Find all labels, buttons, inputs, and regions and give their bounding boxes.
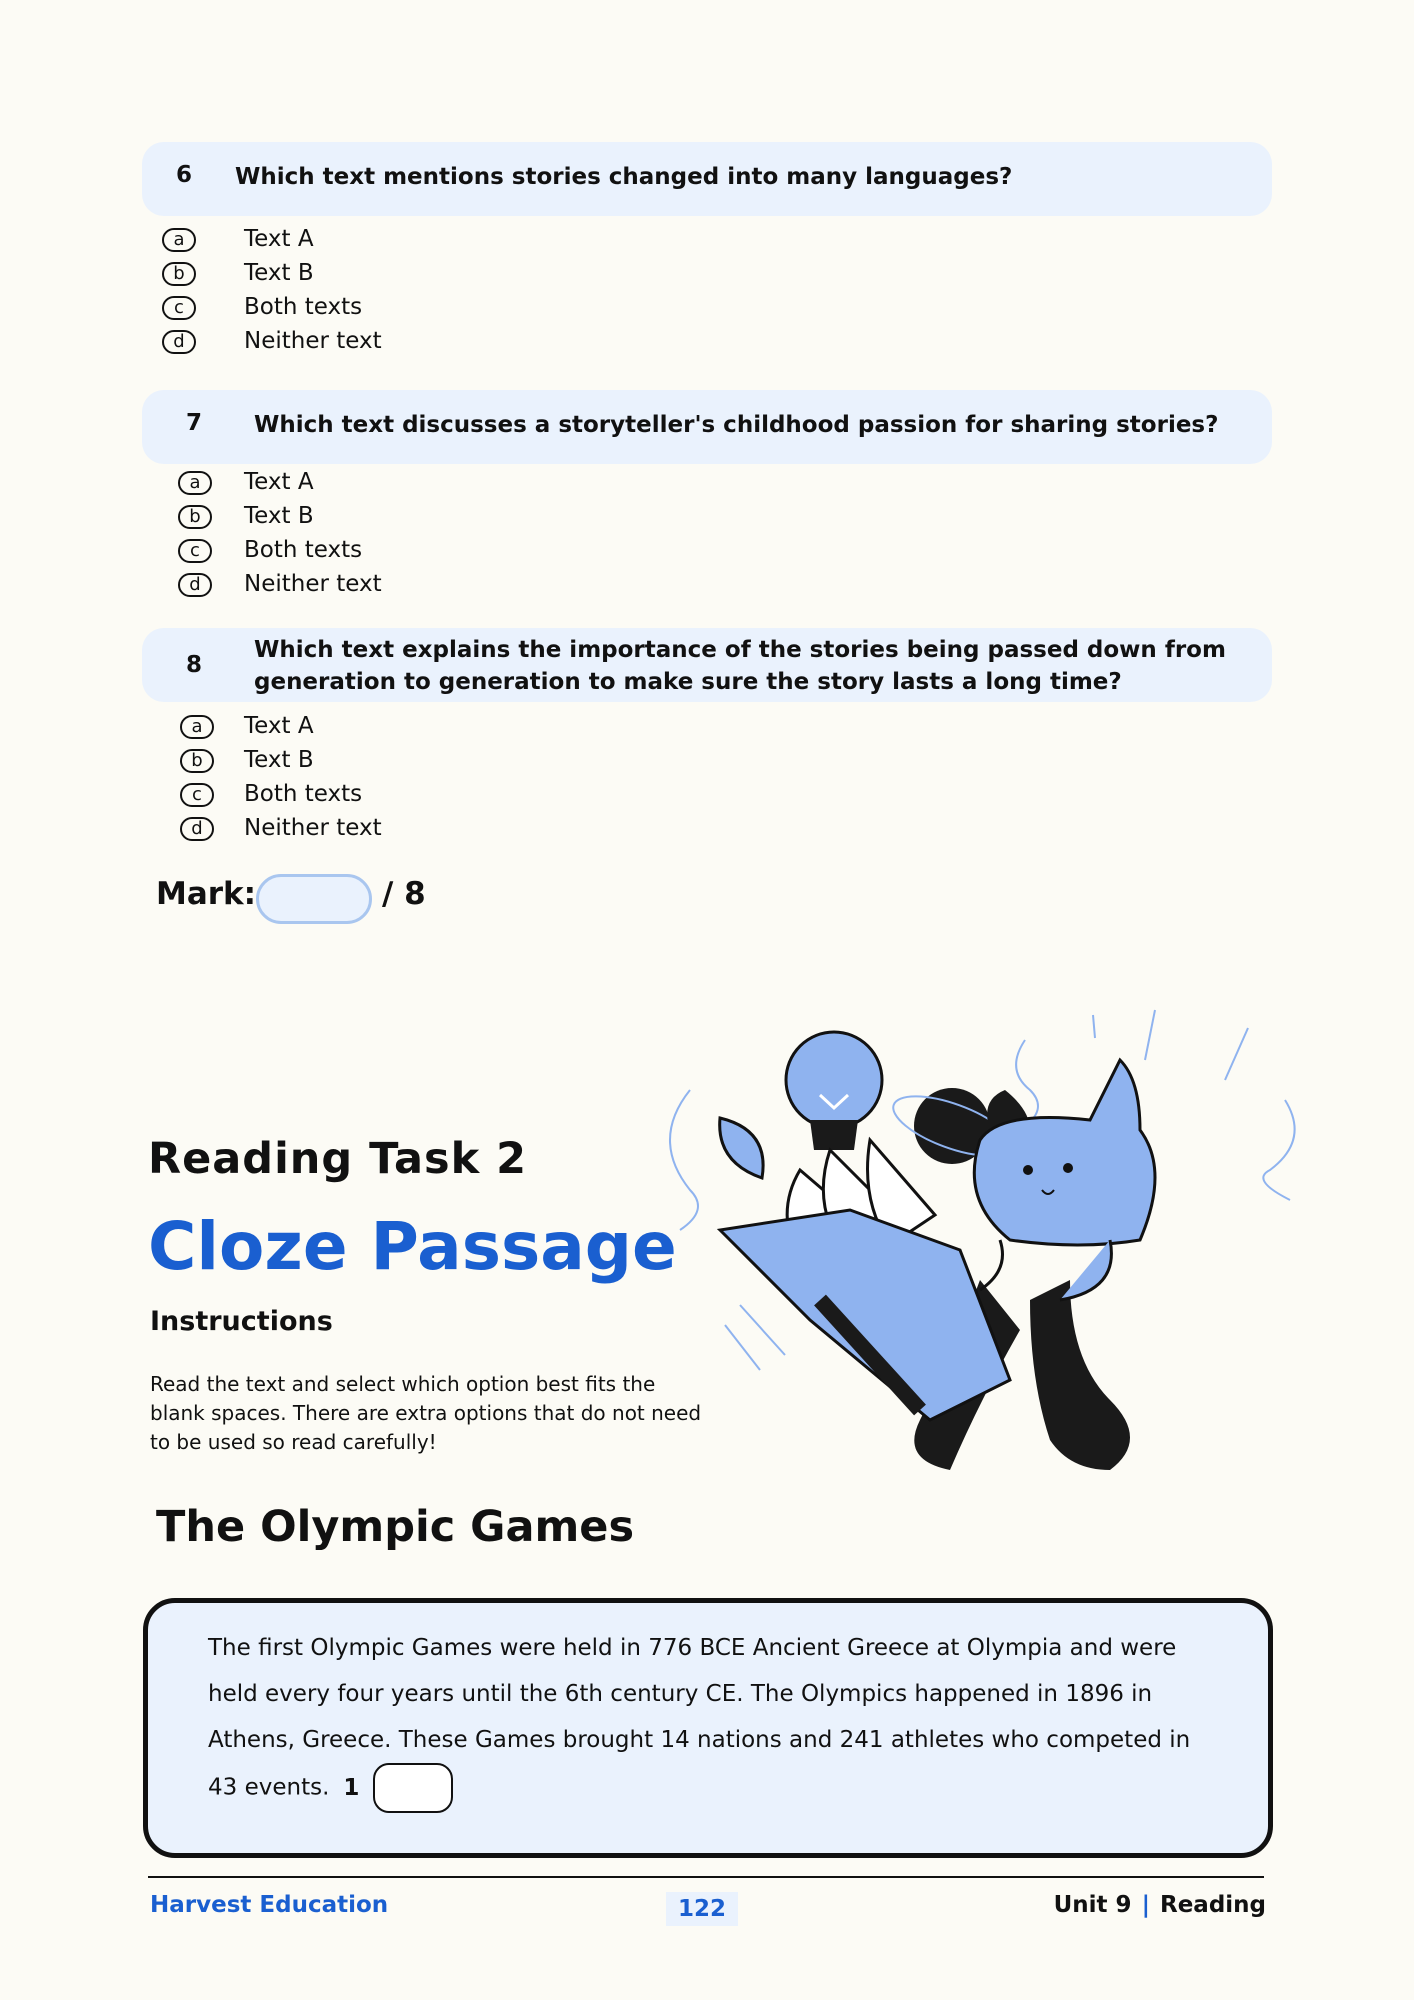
mark-label: Mark: (156, 876, 257, 912)
mark-total: / 8 (382, 876, 426, 912)
option-letter: b (162, 262, 196, 286)
question-7-number: 7 (186, 410, 203, 436)
task-label: Reading Task 2 (148, 1134, 528, 1184)
option-letter: a (162, 228, 196, 252)
footer-divider (148, 1876, 1264, 1878)
mark-input[interactable] (256, 874, 372, 924)
task-title: Cloze Passage (148, 1208, 677, 1285)
option-label: Text B (244, 260, 314, 286)
option-letter: d (180, 817, 214, 841)
option-label: Neither text (244, 815, 382, 841)
passage-title: The Olympic Games (156, 1502, 635, 1552)
option-label: Neither text (244, 328, 382, 354)
blank-number: 1 (343, 1774, 360, 1801)
blank-1-input[interactable] (373, 1763, 453, 1813)
passage-text-container (208, 1625, 1208, 1813)
cat-character (974, 1060, 1155, 1300)
reading-cat-illustration (650, 1000, 1320, 1500)
instructions-text: Read the text and select which option best fits the blank spaces. There are extra options that do not need to be used so read carefully! (150, 1372, 702, 1454)
option-label: Both texts (244, 781, 363, 807)
footer-unit-section (1054, 1892, 1266, 1918)
footer-unit: Unit 9 (1053, 1892, 1132, 1918)
option-letter: b (178, 505, 212, 529)
option-label: Text A (244, 226, 314, 252)
lightbulb-icon (786, 1032, 882, 1150)
option-letter: c (180, 783, 214, 807)
option-letter: c (178, 539, 212, 563)
footer-section: Reading (1159, 1892, 1266, 1918)
question-6-number: 6 (176, 162, 193, 188)
option-label: Text A (244, 469, 314, 495)
option-label: Text B (244, 503, 314, 529)
page-number: 122 (666, 1892, 738, 1926)
question-8-number: 8 (186, 652, 203, 678)
question-6-text: Which text mentions stories changed into many languages? (235, 164, 1013, 190)
option-letter: a (180, 715, 214, 739)
footer-separator: | (1141, 1892, 1150, 1918)
question-8-text-line1: Which text explains the importance of the stories being passed down from (254, 637, 1226, 663)
option-letter: d (162, 330, 196, 354)
leaf-icon (720, 1118, 763, 1178)
option-letter: a (178, 471, 212, 495)
option-letter: b (180, 749, 214, 773)
option-label: Neither text (244, 571, 382, 597)
book-icon (720, 1210, 1010, 1420)
option-label: Text A (244, 713, 314, 739)
question-8-text-line2: generation to generation to make sure the story lasts a long time? (254, 669, 1122, 695)
instructions-heading: Instructions (150, 1306, 333, 1337)
option-label: Text B (244, 747, 314, 773)
option-label: Both texts (244, 294, 363, 320)
question-7-text: Which text discusses a storyteller's childhood passion for sharing stories? (254, 412, 1219, 438)
option-letter: d (178, 573, 212, 597)
option-label: Both texts (244, 537, 363, 563)
footer-publisher: Harvest Education (150, 1892, 389, 1918)
passage-text: The first Olympic Games were held in 776 BCE Ancient Greece at Olympia and were held every four years until the 6th century CE. The Olympics happened in 1896 in Athens, Greece. These Games brought 14 nations and 241 athletes who competed in 43 events. (208, 1635, 1191, 1801)
option-letter: c (162, 296, 196, 320)
